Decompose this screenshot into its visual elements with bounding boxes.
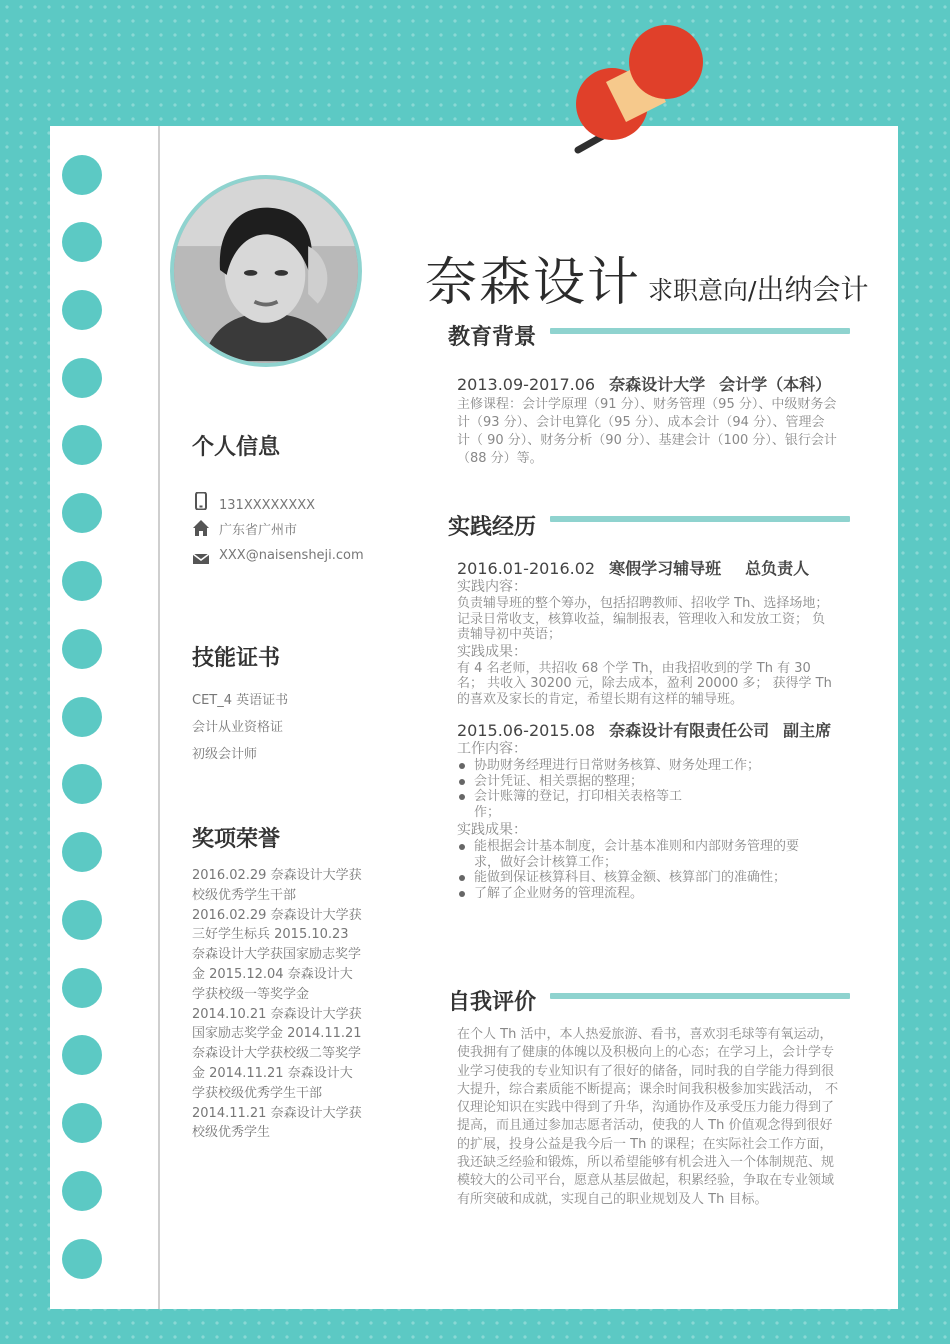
experience-1-result-label: 实践成果： bbox=[457, 643, 527, 660]
section-divider bbox=[550, 516, 850, 522]
section-title-education: 教育背景 bbox=[448, 325, 537, 350]
experience-2-role: 副主席 bbox=[783, 721, 832, 740]
notebook-margin-line bbox=[158, 126, 160, 1309]
experience-1-header bbox=[457, 556, 837, 579]
experience-2-result-item: 能做到保证核算科目、核算金额、核算部门的准确性； bbox=[457, 870, 837, 886]
experience-2-header bbox=[457, 718, 837, 741]
binder-hole bbox=[62, 222, 102, 262]
education-entry bbox=[457, 372, 837, 468]
binder-hole bbox=[62, 425, 102, 465]
phone-icon bbox=[192, 492, 210, 510]
binder-hole bbox=[62, 697, 102, 737]
binder-hole bbox=[62, 561, 102, 601]
mail-icon bbox=[192, 549, 210, 567]
awards-text: 2016.02.29 奈森设计大学获校级优秀学生干部 2016.02.29 奈森设计大学获三好学生标兵 2015.10.23 奈森设计大学获国家励志奖学金 2015.12.04 奈森设计大学获校级一等奖学金 2014.10.21 奈森设计大学获国家励志奖学金 2014.11.21 奈森设计大学获校级二等奖学金 2014.11.21 奈森设计大学获校级优秀学生干部 2014.11.21 奈森设计大学获校级优秀学生 bbox=[192, 868, 362, 1141]
contact-phone bbox=[192, 490, 315, 512]
experience-1-content: 负责辅导班的整个筹办，包括招聘教师、招收学 Th、选择场地；记录日常收支，核算收益，编制报表，管理收入和发放工资； 负责辅导初中英语； bbox=[457, 596, 829, 643]
contact-address bbox=[192, 517, 297, 539]
education-period: 2013.09-2017.06 bbox=[457, 375, 596, 394]
skill-item: 初级会计师 bbox=[192, 747, 258, 762]
binder-hole bbox=[62, 832, 102, 872]
education-major: 会计学（本科） bbox=[719, 375, 832, 394]
experience-2-result-item: 了解了企业财务的管理流程。 bbox=[457, 886, 837, 902]
job-intention-prefix: 求职意向/ bbox=[648, 276, 757, 305]
experience-1-role: 总负责人 bbox=[745, 559, 810, 578]
education-courses: 主修课程：会计学原理（91 分）、财务管理（95 分）、中级财务会计（93 分）、会计电算化（95 分）、成本会计（94 分）、管理会计（ 90 分）、财务分析（90 分）、基建会计（100 分）、银行会计（88 分）等。 bbox=[457, 397, 837, 466]
binder-hole bbox=[62, 155, 102, 195]
portrait-photo bbox=[174, 179, 358, 363]
push-pin-icon bbox=[570, 22, 710, 162]
experience-2-result-label: 实践成果： bbox=[457, 822, 527, 838]
job-intention bbox=[648, 268, 868, 308]
binder-hole bbox=[62, 764, 102, 804]
experience-1-content-label: 实践内容： bbox=[457, 579, 527, 595]
section-title-skills: 技能证书 bbox=[192, 646, 281, 671]
binder-hole bbox=[62, 290, 102, 330]
section-title-personal-info: 个人信息 bbox=[192, 435, 281, 460]
binder-hole bbox=[62, 968, 102, 1008]
candidate-name: 奈森设计 bbox=[425, 253, 642, 313]
experience-2-content-item: 协助财务经理进行日常财务核算、财务处理工作； bbox=[457, 758, 837, 774]
email-address: XXX@naisensheji.com bbox=[219, 547, 364, 563]
contact-email bbox=[192, 547, 364, 569]
self-evaluation-text: 在个人 Th 活中，本人热爱旅游、看书，喜欢羽毛球等有氧运动，使我拥有了健康的体魄以及积极向上的心态；在学习上，会计学专业学习使我的专业知识有了很好的储备，同时我的自学能力得到很大提升，综合素质能不断提高；课余时间我积极参加实践活动， 不仅理论知识在实践中得到了升华，沟通协作及承受压力能力得到了提高，而且通过参加志愿者活动，使我的人 Th 价值观念得到很好的扩展，投身公益是我今后一 Th 的课程；在实际社会工作方面，我还缺乏经验和锻炼，所以希望能够有机会进入一个体制规范、规模较大的公司平台，愿意从基层做起，积累经验，争取在专业领域有所突破和成就，实现自己的职业规划及人 Th 目标。 bbox=[457, 1027, 839, 1207]
education-school: 奈森设计大学 bbox=[609, 375, 706, 394]
binder-hole bbox=[62, 358, 102, 398]
experience-2-content-item: 会计账簿的登记，打印相关表格等工作； bbox=[457, 789, 694, 820]
binder-hole bbox=[62, 1239, 102, 1279]
experience-1-period: 2016.01-2016.02 bbox=[457, 559, 596, 578]
binder-hole bbox=[62, 629, 102, 669]
experience-2-org: 奈森设计有限责任公司 bbox=[609, 721, 770, 740]
experience-2-result-item: 能根据会计基本制度，会计基本准则和内部财务管理的要求，做好会计核算工作； bbox=[457, 839, 819, 870]
address-text: 广东省广州市 bbox=[219, 522, 298, 538]
home-icon bbox=[192, 519, 210, 537]
skill-item: CET_4 英语证书 bbox=[192, 693, 289, 708]
experience-2-content-item: 会计凭证、相关票据的整理； bbox=[457, 774, 837, 790]
binder-hole bbox=[62, 493, 102, 533]
experience-entry-2 bbox=[457, 718, 837, 901]
section-divider bbox=[550, 328, 850, 334]
education-header bbox=[457, 372, 837, 395]
experience-1-org: 寒假学习辅导班 bbox=[609, 559, 722, 578]
avatar bbox=[170, 175, 362, 367]
section-title-self-evaluation: 自我评价 bbox=[448, 990, 537, 1015]
binder-hole bbox=[62, 900, 102, 940]
experience-entry-1 bbox=[457, 556, 837, 708]
binder-hole bbox=[62, 1035, 102, 1075]
experience-1-result: 有 4 名老师，共招收 68 个学 Th，由我招收到的学 Th 有 30 名； 共收入 30200 元，除去成本，盈利 20000 多； 获得学 Th 的喜欢及家长的肯定，希望长期有这样的辅导班。 bbox=[457, 660, 832, 707]
binder-hole bbox=[62, 1171, 102, 1211]
experience-2-period: 2015.06-2015.08 bbox=[457, 721, 596, 740]
section-title-awards: 奖项荣誉 bbox=[192, 827, 281, 852]
section-title-experience: 实践经历 bbox=[448, 515, 537, 540]
binder-hole bbox=[62, 1103, 102, 1143]
skill-item: 会计从业资格证 bbox=[192, 720, 284, 735]
job-intention-title: 出纳会计 bbox=[756, 273, 869, 306]
experience-2-content-label: 工作内容： bbox=[457, 741, 527, 757]
section-divider bbox=[550, 993, 850, 999]
phone-number: 131XXXXXXXX bbox=[219, 497, 316, 513]
